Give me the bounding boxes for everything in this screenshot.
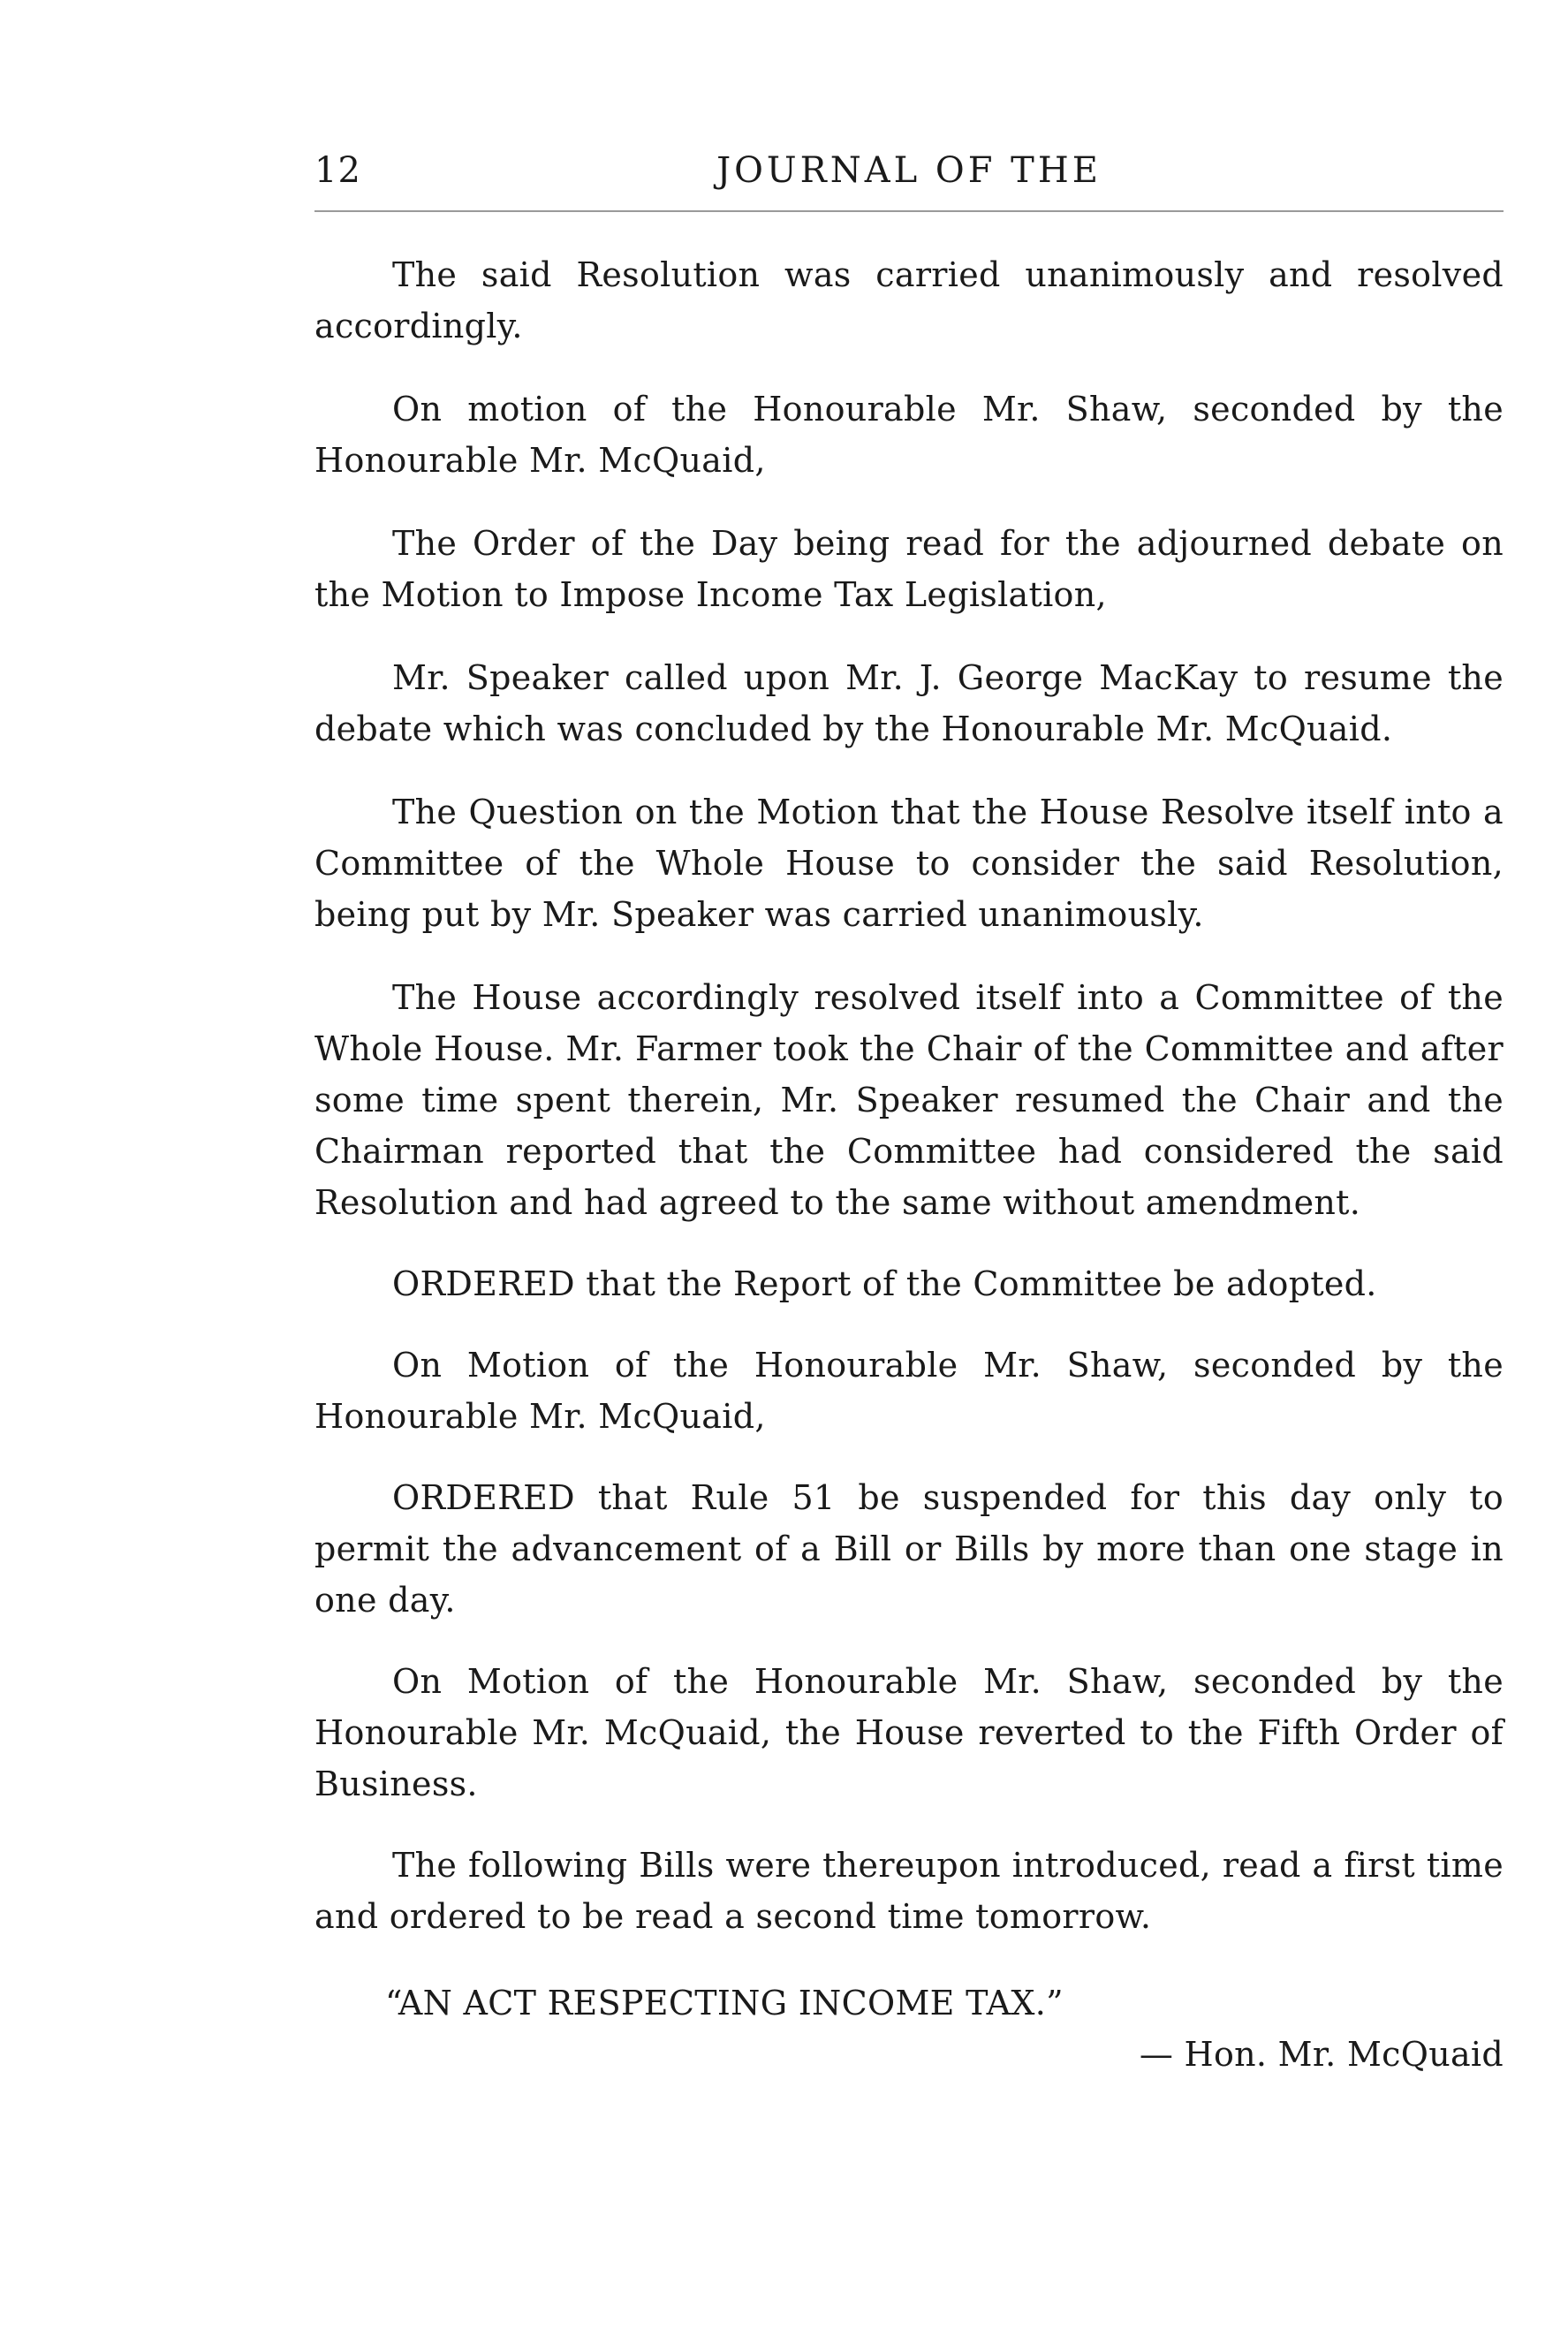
paragraph: The said Resolution was carried unanimously and resolved accordingly. <box>314 255 1504 345</box>
page-header <box>314 141 1504 203</box>
paragraph: The Question on the Motion that the House Resolve itself into a Committee of the Whole House to consider the said Resolution, being put by Mr. Speaker was carried unanimously. <box>314 793 1504 934</box>
paragraph: ORDERED that Rule 51 be suspended for this day only to permit the advancement of a Bill or Bills by more than one stage in one day. <box>314 1478 1504 1620</box>
paragraph: The following Bills were thereupon introduced, read a first time and ordered to be read a second time tomorrow. <box>314 1846 1504 1936</box>
bill-sponsor: — Hon. Mr. McQuaid <box>1139 2035 1504 2074</box>
journal-body <box>314 249 1504 2080</box>
paragraph: On motion of the Honourable Mr. Shaw, seconded by the Honourable Mr. McQuaid, <box>314 390 1504 480</box>
paragraph: ORDERED that the Report of the Committee be adopted. <box>392 1264 1377 1303</box>
running-head: JOURNAL OF THE <box>716 150 1102 191</box>
paragraph: The House accordingly resolved itself into a Committee of the Whole House. Mr. Farmer took the Chair of the Committee and after some time spent therein, Mr. Speaker resumed the Chair and the Chairman reported that the Committee had considered the said Resolution and had agreed to the same without amendment. <box>314 978 1504 1222</box>
paragraph: The Order of the Day being read for the adjourned debate on the Motion to Impose Income Tax Legislation, <box>314 524 1504 614</box>
paragraph: Mr. Speaker called upon Mr. J. George MacKay to resume the debate which was concluded by the Honourable Mr. McQuaid. <box>314 658 1504 748</box>
bill-title: “AN ACT RESPECTING INCOME TAX.” <box>385 1984 1064 2022</box>
page-number: 12 <box>314 150 361 191</box>
paragraph: On Motion of the Honourable Mr. Shaw, seconded by the Honourable Mr. McQuaid, the House reverted to the Fifth Order of Business. <box>314 1662 1504 1803</box>
header-rule <box>314 210 1504 212</box>
paragraph: On Motion of the Honourable Mr. Shaw, seconded by the Honourable Mr. McQuaid, <box>314 1346 1504 1436</box>
